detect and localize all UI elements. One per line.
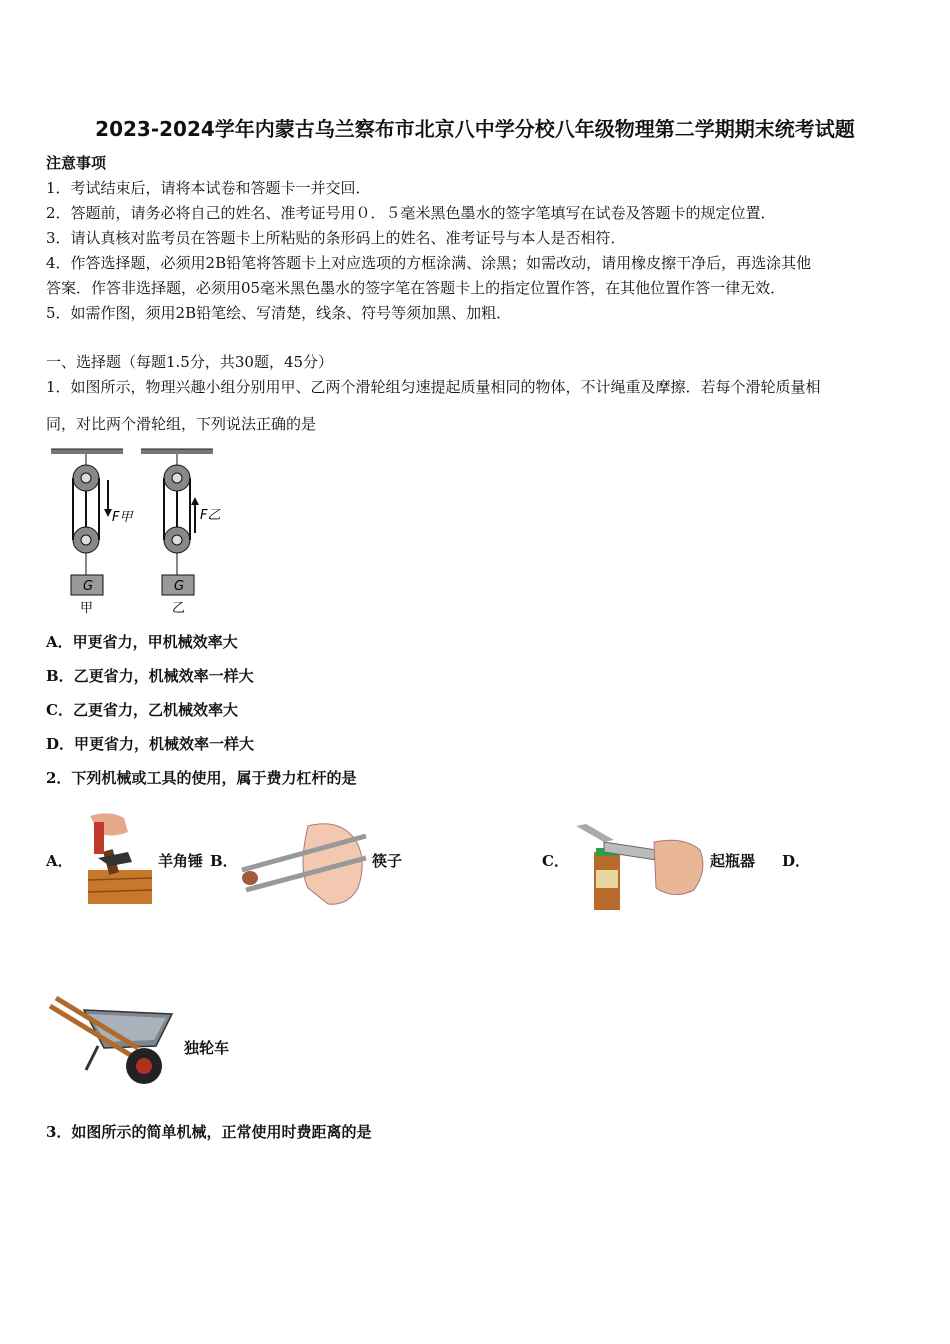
q1-option-a[interactable]: A．甲更省力，甲机械效率大 [46,633,238,651]
ceiling-right [141,449,213,454]
caption-jia: 甲 [80,601,94,616]
page-title: 2023-2024学年内蒙古乌兰察布市北京八中学分校八年级物理第二学期期末统考试题 [95,117,855,141]
notice-item: 1．考试结束后，请将本试卷和答题卡一并交回． [46,179,371,197]
section-heading: 一、选择题（每题1.5分，共30题，45分） [46,353,334,371]
q1-option-c[interactable]: C．乙更省力，乙机械效率大 [46,701,238,719]
force-arrow-yi [191,497,199,533]
pulley-system-jia [71,454,103,595]
q2-option-a-letter[interactable]: A． [46,852,73,870]
notice-item: 答案．作答非选择题，必须用05毫米黑色墨水的签字笔在答题卡上的指定位置作答，在其他位置作答一律无效． [46,279,786,297]
force-label-yi: F乙 [200,508,221,523]
wheelbarrow-image[interactable] [46,994,176,1090]
notice-item: 4．作答选择题，必须用2B铅笔将答题卡上对应选项的方框涂满、涂黑；如需改动，请用橡皮擦干净后，再选涂其他 [46,254,812,272]
notice-item: 5．如需作图，须用2B铅笔绘、写清楚，线条、符号等须加黑、加粗． [46,304,512,322]
pulley-system-yi [162,454,194,595]
q2-option-b-letter[interactable]: B． [210,852,238,870]
caption-yi: 乙 [172,601,186,616]
chopsticks-image[interactable] [238,818,370,910]
force-label-jia: F甲 [112,510,133,525]
notice-item: 3．请认真核对监考员在答题卡上所粘贴的条形码上的姓名、准考证号与本人是否相符． [46,229,626,247]
q2-option-b-label: 筷子 [372,852,403,870]
force-arrow-jia [104,480,112,517]
bottle-opener-image[interactable] [574,822,710,910]
q2-option-a-label: 羊角锤 [158,852,204,870]
q2-option-c-letter[interactable]: C． [542,852,569,870]
q3-stem: 3．如图所示的简单机械，正常使用时费距离的是 [46,1123,372,1141]
q1-option-d[interactable]: D．甲更省力，机械效率一样大 [46,735,255,753]
notice-item: 2．答题前，请务必将自己的姓名、准考证号用０．５毫米黑色墨水的签字笔填写在试卷及答题卡的规定位置． [46,204,776,222]
pulley-figure [46,445,226,620]
weight-label-jia: G [83,579,94,594]
q2-stem: 2．下列机械或工具的使用，属于费力杠杆的是 [46,769,357,787]
q2-option-d-label: 独轮车 [184,1039,230,1057]
q1-stem-line1: 1．如图所示，物理兴趣小组分别用甲、乙两个滑轮组匀速提起质量相同的物体，不计绳重及摩擦．若每个滑轮质量相 [46,378,821,396]
q1-option-b[interactable]: B．乙更省力，机械效率一样大 [46,667,254,685]
notice-heading: 注意事项 [46,154,107,172]
q2-option-d-letter[interactable]: D． [782,852,811,870]
ceiling-left [51,449,123,454]
weight-label-yi: G [174,579,185,594]
q1-stem-line2: 同，对比两个滑轮组，下列说法正确的是 [46,415,317,433]
q2-option-c-label: 起瓶器 [710,852,756,870]
hammer-image[interactable] [80,808,156,908]
